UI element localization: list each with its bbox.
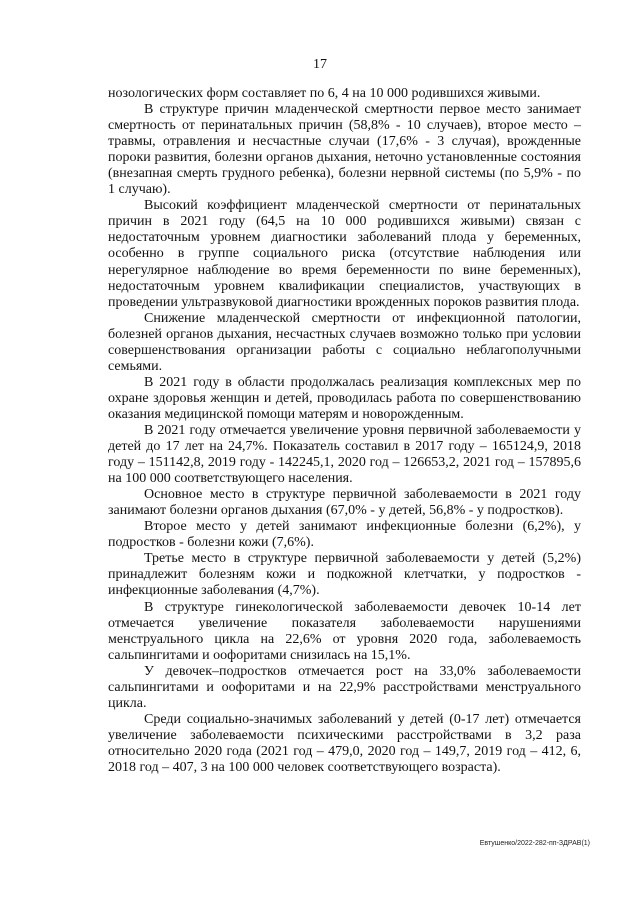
paragraph: Третье место в структуре первичной заболеваемости у детей (5,2%) принадлежит болезням кожи и подкожной клетчатки, у подростков - инфекционные заболевания (4,7%). — [108, 551, 581, 599]
paragraph: нозологических форм составляет по 6, 4 на 10 000 родившихся живыми. — [108, 86, 541, 101]
paragraph: Среди социально-значимых заболеваний у детей (0-17 лет) отмечается увеличение заболеваемости психическими расстройствами в 3,2 раза относительно 2020 года (2021 год – 479,0, 2020 год – 149,7, 2019 год – 412, 6, 2018 год – 407, 3 на 100 000 человек соответствующего возраста). — [108, 711, 581, 775]
paragraph: В структуре гинекологической заболеваемости девочек 10-14 лет отмечается увеличение показателя заболеваемости нарушениями менструального цикла на 22,6% от уровня 2020 года, заболеваемость сальпингитами и оофоритами снизилась на 15,1%. — [108, 599, 581, 663]
paragraph: Снижение младенческой смертности от инфекционной патологии, болезней органов дыхания, несчастных случаев возможно только при условии совершенствования организации работы с социально неблагополучными семьями. — [108, 310, 581, 374]
paragraph: Высокий коэффициент младенческой смертности от перинатальных причин в 2021 году (64,5 на 10 000 родившихся живыми) связан с недостаточным уровнем диагностики заболеваний плода у беременных, особенно в группе социального риска (отсутствие наблюдения или нерегулярное наблюдение во время беременности по вине беременных), недостаточным уровнем квалификации специалистов, участвующих в проведении ультразвуковой диагностики врожденных пороков развития плода. — [108, 198, 581, 310]
paragraph: В 2021 году отмечается увеличение уровня первичной заболеваемости у детей до 17 лет на 24,7%. Показатель составил в 2017 году – 165124,9, 2018 году – 151142,8, 2019 году - 142245,1, 2020 год – 126653,2, 2021 год – 157895,6 на 100 000 соответствующего населения. — [108, 422, 581, 487]
document-body — [108, 86, 581, 776]
paragraph: Основное место в структуре первичной заболеваемости в 2021 году занимают болезни органов дыхания (67,0% - у детей, 56,8% - у подростков). — [108, 487, 581, 519]
paragraph: В структуре причин младенческой смертности первое место занимает смертность от перинатальных причин (58,8% - 10 случаев), второе место – травмы, отравления и несчастные случаи (17,6% - 3 случая), врожденные пороки развития, болезни органов дыхания, неточно установленные состояния (внезапная смерть грудного ребенка), болезни нервной системы (по 5,9% - по 1 случаю). — [108, 102, 581, 198]
footer-document-code: Евтушенко/2022-282-пп-ЗДРАВ(1) — [479, 840, 590, 847]
paragraph: У девочек–подростков отмечается рост на 33,0% заболеваемости сальпингитами и оофоритами и на 22,9% расстройствами менструального цикла. — [108, 663, 581, 711]
paragraph: В 2021 году в области продолжалась реализация комплексных мер по охране здоровья женщин и детей, проводилась работа по совершенствованию оказания медицинской помощи матерям и новорожденным. — [108, 374, 581, 422]
paragraph: Второе место у детей занимают инфекционные болезни (6,2%), у подростков - болезни кожи (7,6%). — [108, 519, 581, 551]
page-number: 17 — [313, 57, 327, 72]
